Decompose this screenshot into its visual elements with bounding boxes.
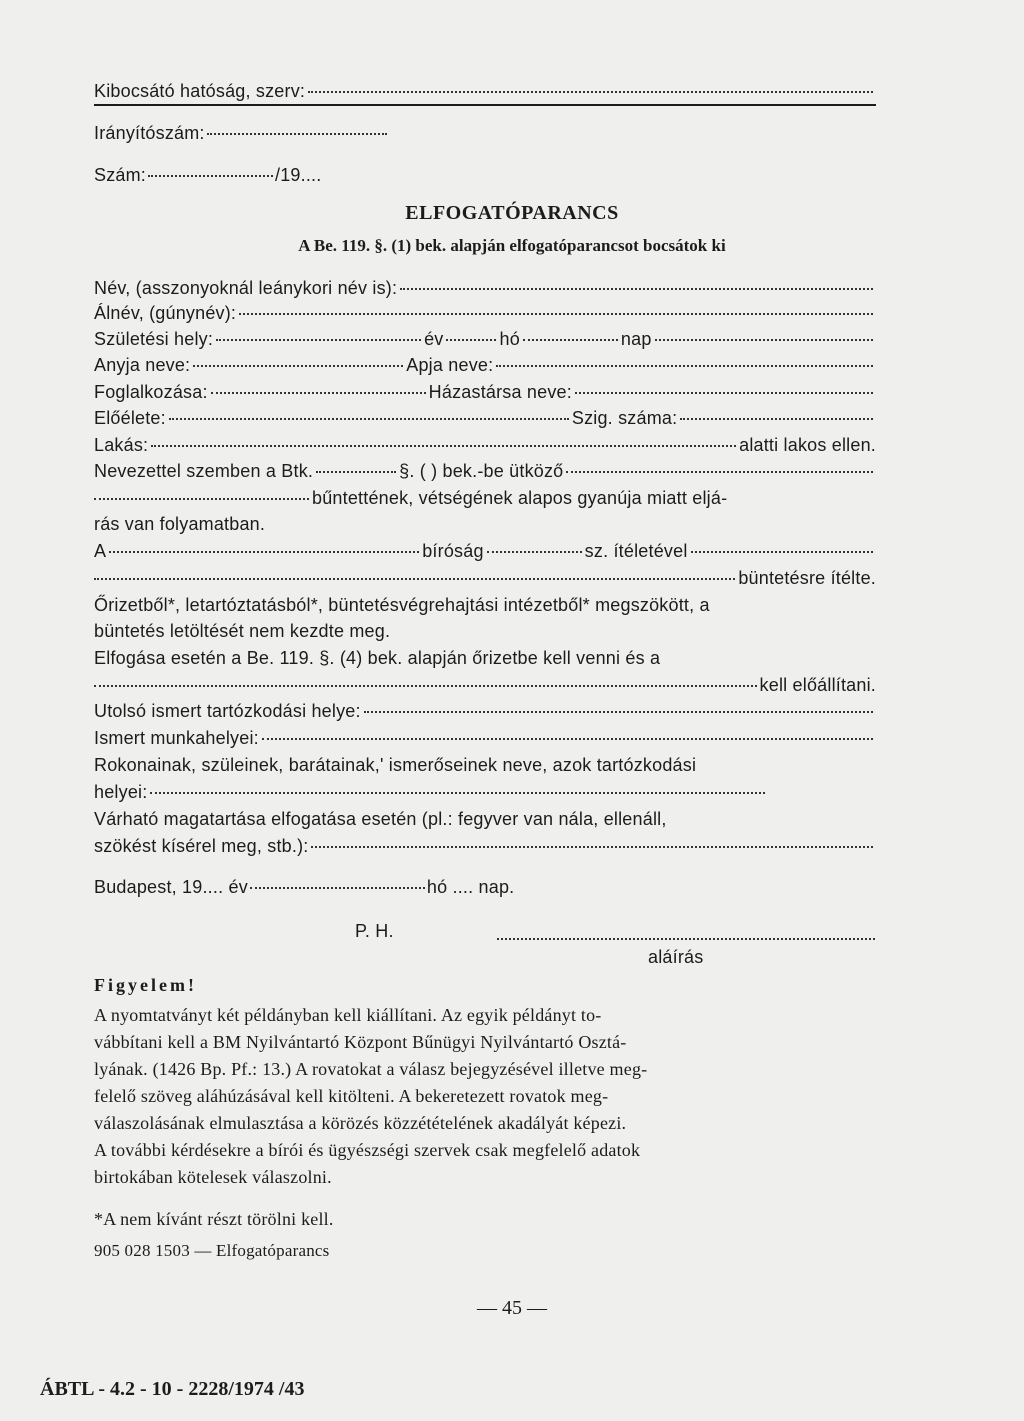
workplaces-line bbox=[94, 727, 876, 749]
day-label: nap bbox=[620, 329, 652, 349]
id-number-field[interactable] bbox=[680, 418, 873, 420]
year-label: év bbox=[424, 329, 444, 349]
verdict-label: sz. ítéletével bbox=[584, 541, 688, 561]
notice-heading: Figyelem! bbox=[94, 975, 197, 995]
spouse-label: Házastársa neve: bbox=[428, 382, 572, 402]
behaviour-line-2 bbox=[94, 835, 876, 857]
notice-line-text: válaszolásának elmulasztása a körözés közzétételének akadályát képezi. bbox=[94, 1113, 627, 1133]
notice-line bbox=[94, 1004, 876, 1026]
notice-line bbox=[94, 1085, 876, 1107]
notice-line bbox=[94, 1112, 876, 1134]
address-line bbox=[94, 434, 876, 456]
relatives-text-1: Rokonainak, szüleinek, barátainak,' ismerőseinek neve, azok tartózkodási bbox=[94, 755, 697, 775]
btk-paragraph-label: §. ( ) bek.-be ütköző bbox=[399, 461, 564, 481]
crime-line bbox=[94, 487, 876, 509]
notice-line-text: lyának. (1426 Bp. Pf.: 13.) A rovatokat a válasz bejegyzésével illetve meg- bbox=[94, 1059, 648, 1079]
address-label: Lakás: bbox=[94, 435, 149, 455]
birthplace-field[interactable] bbox=[216, 339, 421, 341]
month-field[interactable] bbox=[523, 339, 618, 341]
crime-line-2: rás van folyamatban. bbox=[94, 514, 266, 534]
relatives-line-1 bbox=[94, 754, 876, 776]
address-tail: alatti lakos ellen. bbox=[739, 435, 876, 455]
escaped-text-1: Őrizetből*, letartóztatásból*, büntetésvégrehajtási intézetből* megszökött, a bbox=[94, 595, 710, 615]
workplaces-label: Ismert munkahelyei: bbox=[94, 728, 259, 748]
place-date-line bbox=[94, 876, 514, 898]
notice-line-text: A nyomtatványt két példányban kell kiállítani. Az egyik példányt to- bbox=[94, 1005, 602, 1025]
verdict-field[interactable] bbox=[691, 551, 873, 553]
parents-line bbox=[94, 354, 876, 376]
sentence-field[interactable] bbox=[94, 578, 735, 580]
relatives-label: helyei: bbox=[94, 782, 148, 802]
arrest-line-2 bbox=[94, 674, 876, 696]
spouse-field[interactable] bbox=[575, 392, 873, 394]
id-number-label: Szig. száma: bbox=[571, 408, 678, 428]
number-year: /19.... bbox=[275, 165, 322, 185]
name-line bbox=[94, 277, 876, 299]
place-date-label: Budapest, 19.... év bbox=[94, 877, 248, 897]
page-title: ELFOGATÓPARANCS bbox=[405, 202, 619, 224]
behaviour-line-1 bbox=[94, 808, 876, 830]
alias-line bbox=[94, 302, 876, 324]
court-a-label: A bbox=[94, 541, 107, 561]
place-date-tail: hó .... nap. bbox=[426, 877, 515, 897]
behaviour-text-1: Várható magatartása elfogatása esetén (pl.: fegyver van nála, ellenáll, bbox=[94, 809, 667, 829]
address-field[interactable] bbox=[151, 445, 736, 447]
place-date-field[interactable] bbox=[250, 887, 425, 889]
relatives-line-2 bbox=[94, 781, 876, 803]
father-label: Apja neve: bbox=[406, 355, 494, 375]
father-field[interactable] bbox=[496, 365, 873, 367]
notice-line-text: felelő szöveg aláhúzásával kell kitölteni. A bekeretezett rovatok meg- bbox=[94, 1086, 609, 1106]
workplaces-field[interactable] bbox=[262, 738, 873, 740]
last-place-line bbox=[94, 700, 876, 722]
zip-field[interactable] bbox=[207, 133, 387, 135]
crime-field[interactable] bbox=[94, 498, 309, 500]
court-line bbox=[94, 540, 876, 562]
record-label: Előélete: bbox=[94, 408, 166, 428]
footnote: *A nem kívánt részt törölni kell. bbox=[94, 1209, 334, 1229]
signature-label: aláírás bbox=[648, 947, 704, 967]
page-number: — 45 — bbox=[477, 1297, 547, 1319]
birth-line bbox=[94, 328, 876, 350]
relatives-field[interactable] bbox=[150, 792, 765, 794]
occupation-field[interactable] bbox=[211, 392, 426, 394]
mother-label: Anyja neve: bbox=[94, 355, 191, 375]
escaped-line-1 bbox=[94, 594, 876, 616]
arrest-field[interactable] bbox=[94, 685, 757, 687]
issuer-label: Kibocsátó hatóság, szerv: bbox=[94, 81, 306, 101]
occupation-label: Foglalkozása: bbox=[94, 382, 208, 402]
last-place-label: Utolsó ismert tartózkodási helye: bbox=[94, 701, 361, 721]
number-line bbox=[94, 164, 321, 186]
alias-field[interactable] bbox=[239, 313, 873, 315]
occupation-line bbox=[94, 381, 876, 403]
notice-line-text: birtokában kötelesek válaszolni. bbox=[94, 1167, 332, 1187]
notice-line bbox=[94, 1166, 332, 1188]
notice-line bbox=[94, 1139, 876, 1161]
zip-label: Irányítószám: bbox=[94, 123, 205, 143]
name-label: Név, (asszonyoknál leánykori név is): bbox=[94, 278, 398, 298]
behaviour-label: szökést kísérel meg, stb.): bbox=[94, 836, 309, 856]
notice-line bbox=[94, 1031, 876, 1053]
btk-label: Nevezettel szemben a Btk. bbox=[94, 461, 314, 481]
sentence-line bbox=[94, 567, 876, 589]
btk-field[interactable] bbox=[316, 471, 396, 473]
escaped-line-2: büntetés letöltését nem kezdte meg. bbox=[94, 621, 391, 641]
btk-paragraph-field[interactable] bbox=[566, 471, 873, 473]
form-code: 905 028 1503 — Elfogatóparancs bbox=[94, 1241, 330, 1260]
notice-line-text: A további kérdésekre a bírói és ügyészségi szervek csak megfelelő adatok bbox=[94, 1140, 641, 1160]
court-field[interactable] bbox=[109, 551, 419, 553]
notice-line-text: vábbítani kell a BM Nyilvántartó Központ Bűnügyi Nyilvántartó Osztá- bbox=[94, 1032, 627, 1052]
archive-reference: ÁBTL - 4.2 - 10 - 2228/1974 /43 bbox=[40, 1378, 305, 1400]
page-subtitle: A Be. 119. §. (1) bek. alapján elfogatóparancsot bocsátok ki bbox=[298, 236, 726, 255]
behaviour-field[interactable] bbox=[311, 846, 873, 848]
arrest-text-2: kell előállítani. bbox=[759, 675, 876, 695]
number-field[interactable] bbox=[148, 175, 273, 177]
notice-line bbox=[94, 1058, 876, 1080]
name-field[interactable] bbox=[400, 288, 873, 290]
signature-field[interactable] bbox=[497, 938, 875, 940]
mother-field[interactable] bbox=[193, 365, 403, 367]
zip-line bbox=[94, 122, 389, 144]
month-label: hó bbox=[499, 329, 520, 349]
alias-label: Álnév, (gúnynév): bbox=[94, 303, 237, 323]
day-field[interactable] bbox=[655, 339, 873, 341]
number-label: Szám: bbox=[94, 165, 147, 185]
arrest-text-1: Elfogása esetén a Be. 119. §. (4) bek. alapján őrizetbe kell venni és a bbox=[94, 648, 661, 668]
header-rule bbox=[94, 104, 876, 106]
birthplace-label: Születési hely: bbox=[94, 329, 214, 349]
year-field[interactable] bbox=[446, 339, 496, 341]
court-number-field[interactable] bbox=[487, 551, 582, 553]
arrest-line-1 bbox=[94, 647, 876, 669]
btk-line bbox=[94, 460, 876, 482]
ph-stamp: P. H. bbox=[355, 921, 394, 941]
issuer-line bbox=[94, 80, 876, 102]
record-line bbox=[94, 407, 876, 429]
record-field[interactable] bbox=[169, 418, 569, 420]
sentence-tail: büntetésre ítélte. bbox=[738, 568, 876, 588]
court-label: bíróság bbox=[422, 541, 484, 561]
issuer-field[interactable] bbox=[308, 91, 873, 93]
crime-tail: bűntettének, vétségének alapos gyanúja miatt eljá- bbox=[312, 488, 728, 508]
last-place-field[interactable] bbox=[364, 711, 873, 713]
